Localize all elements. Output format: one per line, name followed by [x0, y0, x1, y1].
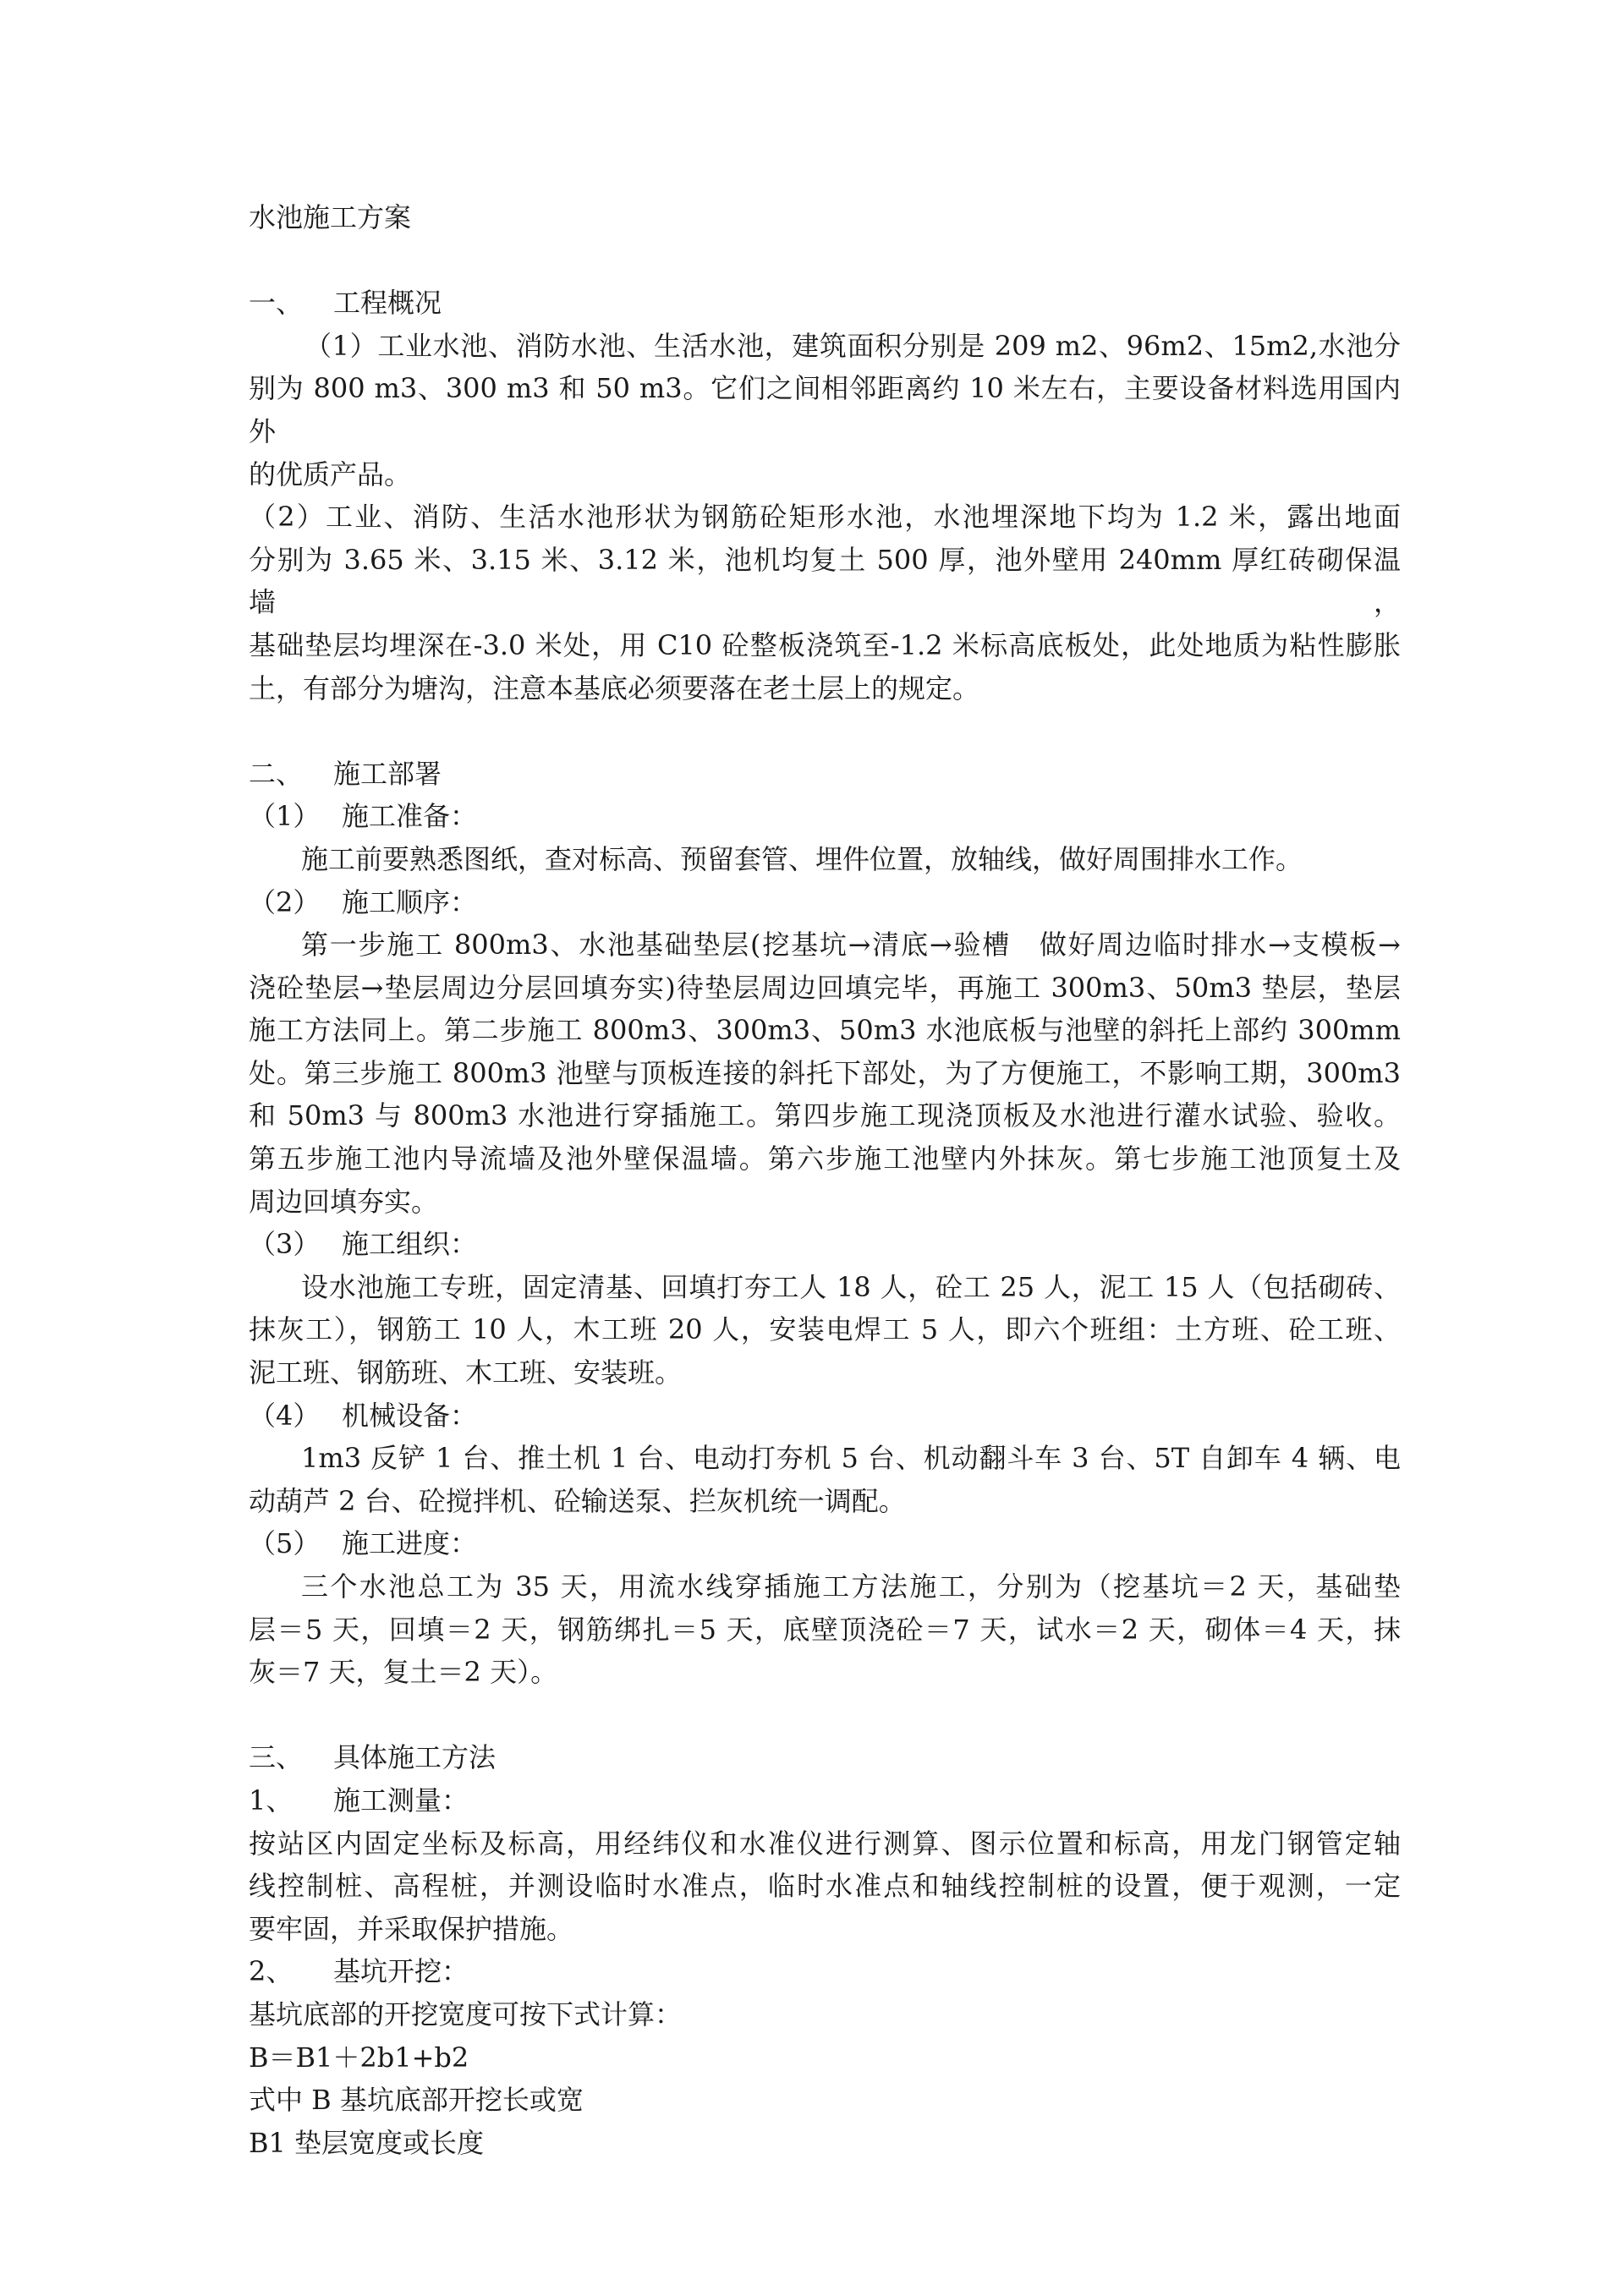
section-2-title: 施工部署 — [333, 757, 442, 790]
spacer — [249, 1694, 1401, 1737]
paragraph-line: 分别为 3.65 米、3.15 米、3.12 米，池机均复土 500 厚，池外壁用 240mm 厚红砖砌保温墙， — [249, 543, 1401, 619]
section-1-heading — [249, 282, 1401, 325]
paragraph-line: 三个水池总工为 35 天，用流水线穿插施工方法施工，分别为（挖基坑＝2 天，基础垫 — [301, 1570, 1401, 1603]
subsection-heading — [249, 1950, 1401, 1993]
item-title: 施工准备： — [342, 800, 478, 833]
paragraph-line: 动葫芦 2 台、砼搅拌机、砼输送泵、拦灰机统一调配。 — [249, 1484, 906, 1517]
formula-line: B＝B1＋2b1+b2 — [249, 2041, 469, 2074]
spacer — [249, 239, 1401, 282]
item-heading — [249, 1223, 1401, 1266]
item-title: 施工顺序： — [342, 885, 478, 918]
paragraph-line: 基础垫层均埋深在-3.0 米处，用 C10 砼整板浇筑至-1.2 米标高底板处，此处地质为粘性膨胀 — [249, 628, 1401, 661]
subsection-number: 2、 — [249, 1955, 294, 1988]
item-number: （1） — [249, 800, 321, 833]
paragraph-line: 线控制桩、高程桩，并测设临时水准点，临时水准点和轴线控制桩的设置，便于观测，一定 — [249, 1870, 1401, 1903]
section-3-heading — [249, 1736, 1401, 1779]
item-number: （5） — [249, 1527, 321, 1560]
document-title: 水池施工方案 — [249, 201, 412, 233]
paragraph-line: 泥工班、钢筋班、木工班、安装班。 — [249, 1356, 683, 1389]
paragraph-line: 按站区内固定坐标及标高，用经纬仪和水准仪进行测算、图示位置和标高，用龙门钢管定轴 — [249, 1827, 1401, 1860]
section-2-number: 二、 — [249, 757, 304, 790]
paragraph-line: 要牢固，并采取保护措施。 — [249, 1912, 574, 1945]
item-heading — [249, 1522, 1401, 1565]
document-page — [249, 196, 1401, 2164]
item-title: 施工进度： — [342, 1527, 478, 1560]
paragraph-line: 抹灰工），钢筋工 10 人，木工班 20 人，安装电焊工 5 人，即六个班组：土方班、砼工班、 — [249, 1313, 1401, 1346]
paragraph-line: 浇砼垫层→垫层周边分层回填夯实)待垫层周边回填完毕，再施工 300m3、50m3 垫层，垫层 — [249, 971, 1401, 1004]
paragraph-line: 处。第三步施工 800m3 池壁与顶板连接的斜托下部处，为了方便施工，不影响工期，300m3 — [249, 1056, 1401, 1089]
paragraph-line: 第五步施工池内导流墙及池外壁保温墙。第六步施工池壁内外抹灰。第七步施工池顶复土及 — [249, 1143, 1401, 1175]
subsection-title: 基坑开挖： — [333, 1955, 469, 1988]
subsection-title: 施工测量： — [333, 1784, 469, 1817]
item-number: （3） — [249, 1228, 321, 1261]
paragraph-line: 和 50m3 与 800m3 水池进行穿插施工。第四步施工现浇顶板及水池进行灌水试验、验收。 — [249, 1099, 1401, 1132]
section-1-number: 一、 — [249, 287, 304, 320]
subsection-number: 1、 — [249, 1784, 294, 1817]
paragraph-line: 1m3 反铲 1 台、推土机 1 台、电动打夯机 5 台、机动翻斗车 3 台、5T 自卸车 4 辆、电 — [301, 1442, 1401, 1475]
item-heading — [249, 1395, 1401, 1438]
item-heading — [249, 881, 1401, 924]
item-heading — [249, 795, 1401, 838]
paragraph-line: （1）工业水池、消防水池、生活水池，建筑面积分别是 209 m2、96m2、15m2,水池分 — [304, 329, 1401, 362]
paragraph-line: 土，有部分为塘沟，注意本基底必须要落在老土层上的规定。 — [249, 671, 980, 704]
paragraph-line: （2）工业、消防、生活水池形状为钢筋砼矩形水池，水池埋深地下均为 1.2 米，露出地面 — [249, 501, 1401, 534]
item-title: 施工组织： — [342, 1228, 478, 1261]
paragraph-line: 设水池施工专班，固定清基、回填打夯工人 18 人，砼工 25 人，泥工 15 人（包括砌砖、 — [301, 1270, 1401, 1303]
paragraph-line: 施工前要熟悉图纸，查对标高、预留套管、埋件位置，放轴线，做好周围排水工作。 — [301, 842, 1303, 875]
paragraph-line: 施工方法同上。第二步施工 800m3、300m3、50m3 水池底板与池壁的斜托上部约 300mm — [249, 1014, 1401, 1047]
section-3-number: 三、 — [249, 1741, 304, 1774]
paragraph-line: B1 垫层宽度或长度 — [249, 2126, 485, 2159]
item-number: （2） — [249, 885, 321, 918]
subsection-heading — [249, 1779, 1401, 1822]
section-3-title: 具体施工方法 — [333, 1741, 497, 1774]
paragraph-line: 层＝5 天，回填＝2 天，钢筋绑扎＝5 天，底壁顶浇砼＝7 天，试水＝2 天，砌体＝4 天，抹 — [249, 1613, 1401, 1646]
paragraph-line: 基坑底部的开挖宽度可按下式计算： — [249, 1997, 683, 2030]
paragraph-line: 的优质产品。 — [249, 458, 412, 490]
item-title: 机械设备： — [342, 1399, 478, 1432]
paragraph-line: 周边回填夯实。 — [249, 1185, 439, 1218]
paragraph-line: 第一步施工 800m3、水池基础垫层(挖基坑→清底→验槽 做好周边临时排水→支模板→ — [301, 929, 1401, 962]
item-number: （4） — [249, 1399, 321, 1432]
spacer — [249, 710, 1401, 753]
section-1-title: 工程概况 — [333, 287, 442, 320]
paragraph-line: 式中 B 基坑底部开挖长或宽 — [249, 2084, 584, 2117]
paragraph-line: 灰＝7 天，复土＝2 天）。 — [249, 1656, 558, 1689]
paragraph-line: 别为 800 m3、300 m3 和 50 m3。它们之间相邻距离约 10 米左右，主要设备材料选用国内外 — [249, 372, 1401, 447]
section-2-heading — [249, 753, 1401, 796]
